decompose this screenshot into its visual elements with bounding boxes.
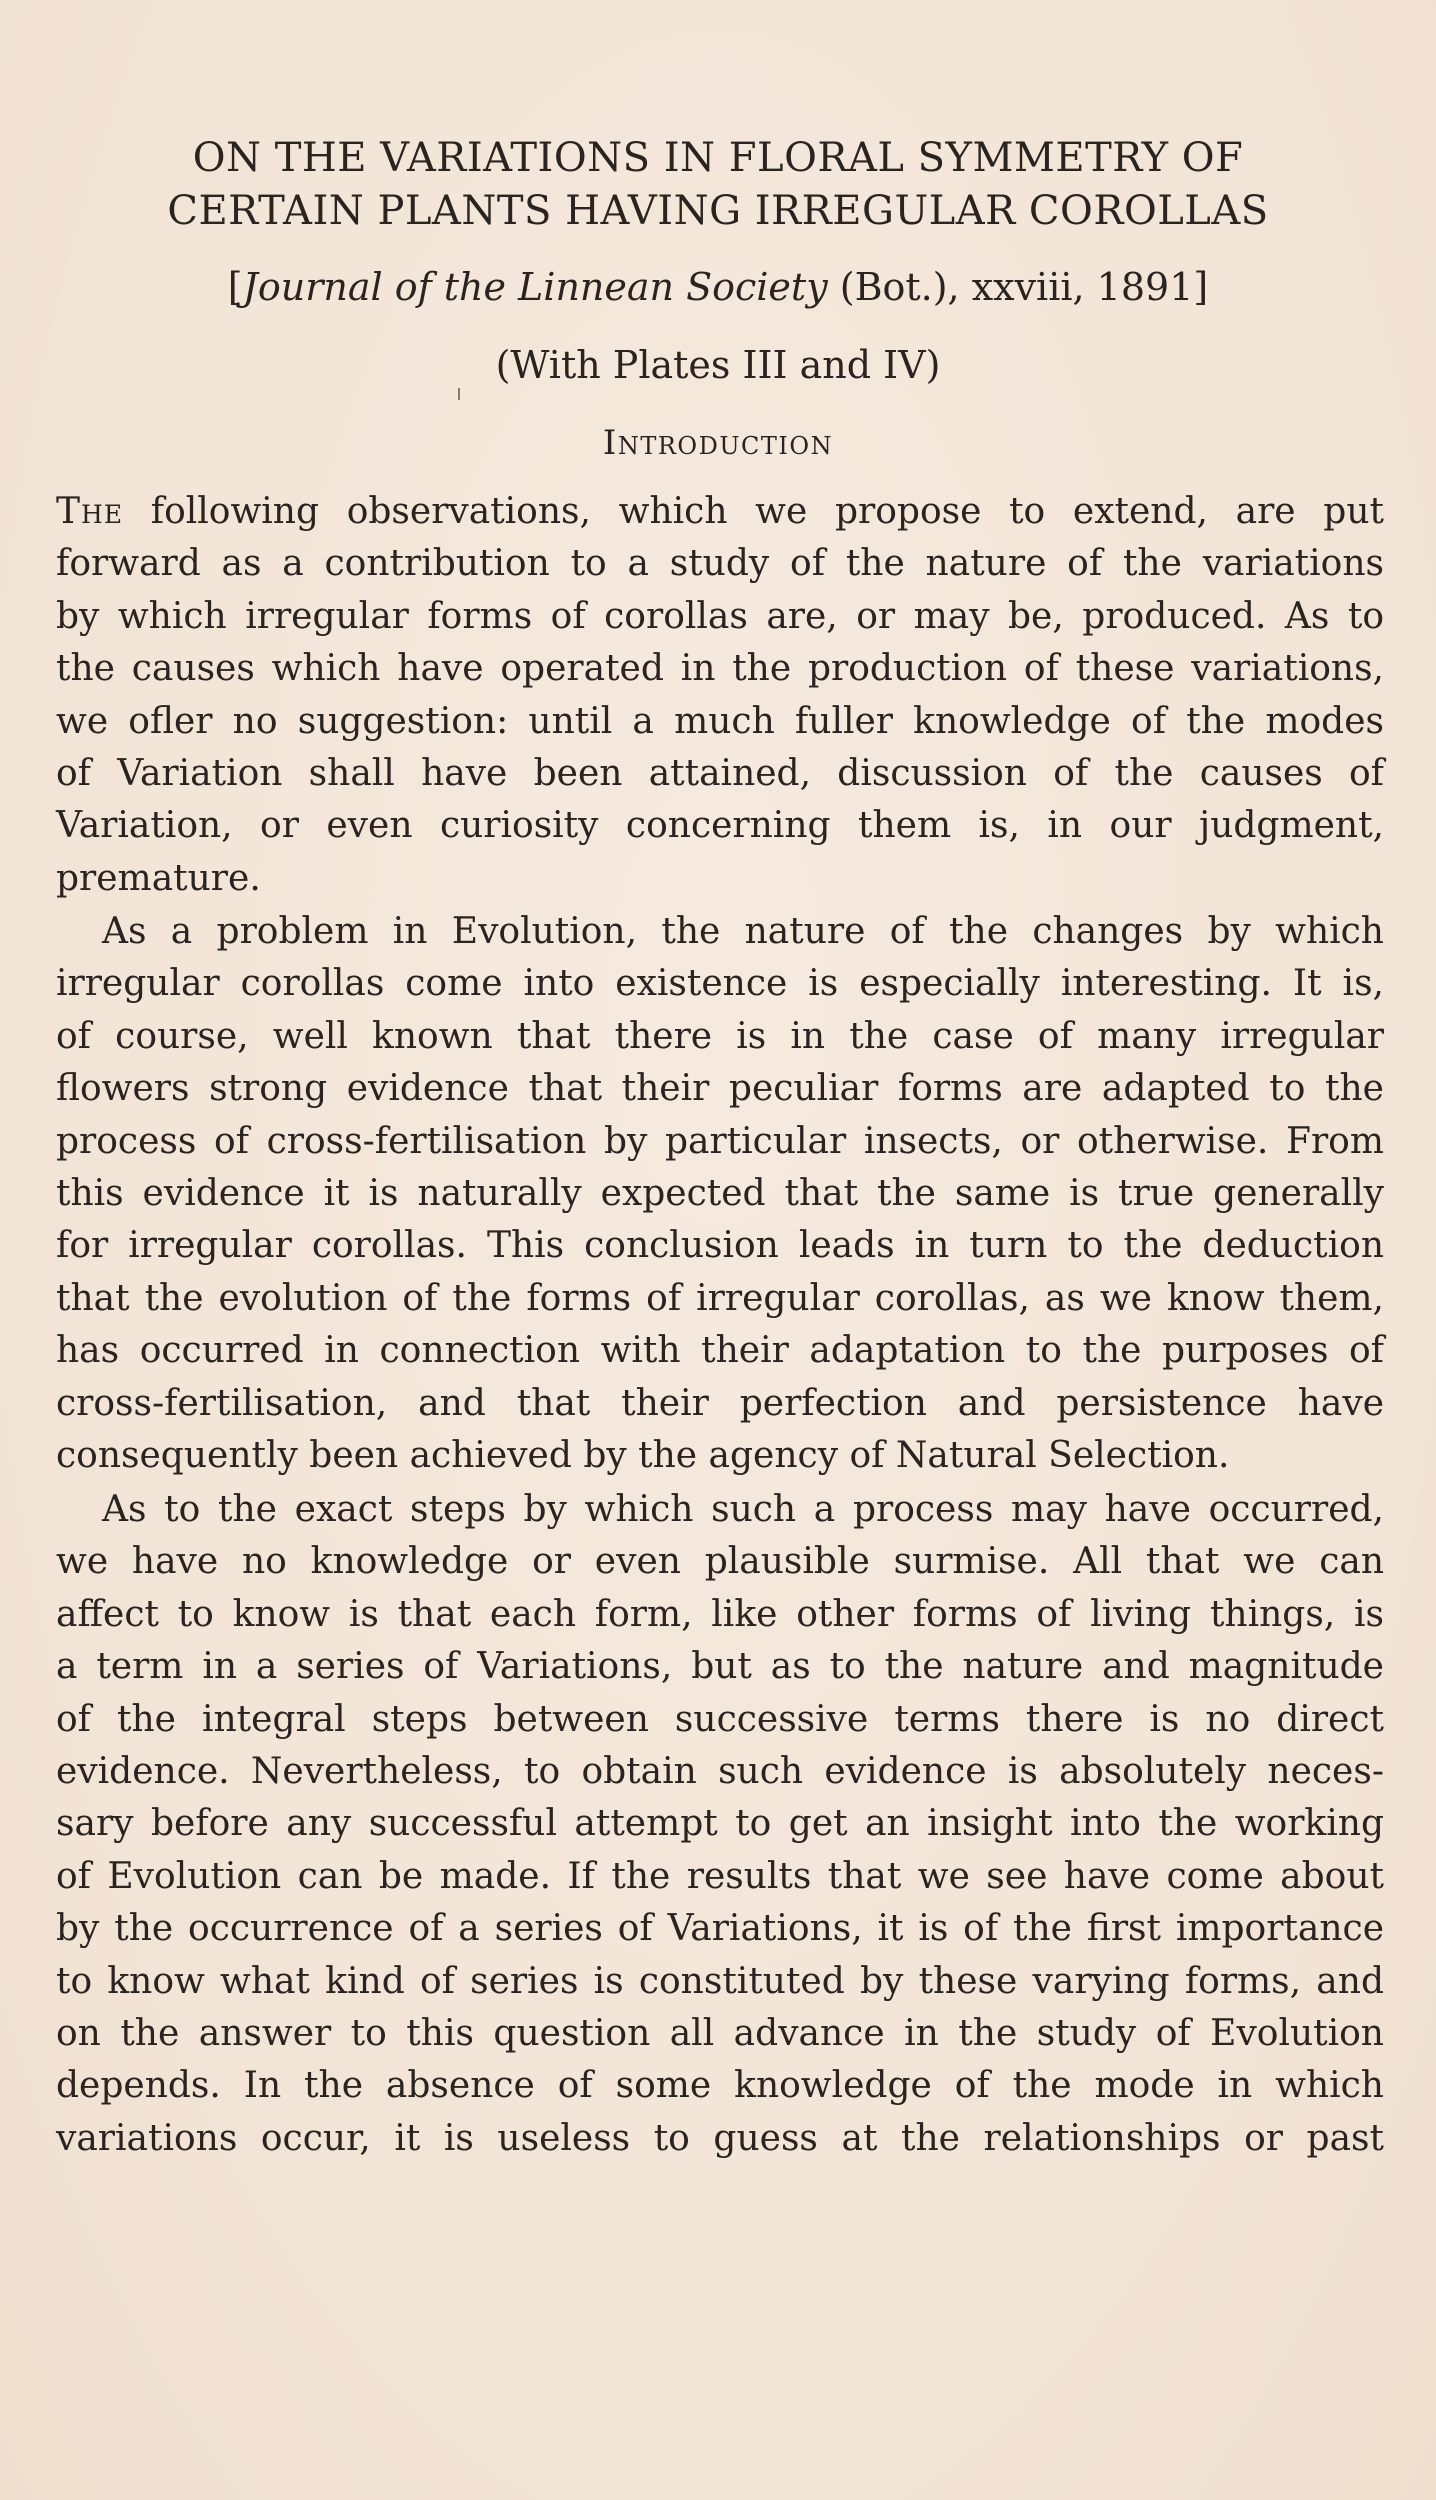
paragraph-line: sary before any successful attempt to get an insight into the working bbox=[56, 1803, 1384, 1845]
title-line-2: CERTAIN PLANTS HAVING IRREGULAR COROLLAS bbox=[167, 188, 1269, 234]
paragraph-line: we have no knowledge or even plausible surmise. All that we can bbox=[56, 1541, 1384, 1583]
paragraph-line: forward as a contribution to a study of the nature of the variations bbox=[56, 543, 1384, 585]
paragraph-line: The following observations, which we propose to extend, are put bbox=[56, 491, 1384, 532]
citation-journal: Journal of the Linnean Society bbox=[242, 265, 828, 309]
paragraph-line: of course, well known that there is in the case of many irregular bbox=[56, 1015, 1384, 1057]
paragraph-line: of Variation shall have been attained, discussion of the causes of bbox=[56, 752, 1384, 794]
title-line-1: ON THE VARIATIONS IN FLORAL SYMMETRY OF bbox=[192, 135, 1244, 181]
citation-details: (Bot.), xxviii, 1891] bbox=[827, 265, 1209, 309]
paragraph-line: by which irregular forms of corollas are, or may be, produced. As to bbox=[56, 595, 1384, 637]
paragraph-line: this evidence it is naturally expected that the same is true generally bbox=[56, 1172, 1384, 1214]
paragraph-1 bbox=[56, 486, 1384, 905]
paragraph-2 bbox=[56, 906, 1384, 1482]
paragraph-line: irregular corollas come into existence is especially interesting. It is, bbox=[56, 963, 1384, 1005]
plates-note: (With Plates III and IV) bbox=[495, 343, 941, 387]
paragraph-line: by the occurrence of a series of Variations, it is of the first importance bbox=[56, 1908, 1384, 1950]
paragraph-line: of Evolution can be made. If the results that we see have come about bbox=[56, 1855, 1384, 1897]
paragraph-line: Variation, or even curiosity concerning them is, in our judgment, bbox=[56, 805, 1384, 847]
paragraph-line: has occurred in connection with their adaptation to the purposes of bbox=[56, 1330, 1384, 1372]
paragraph-lead-word: The bbox=[56, 491, 124, 532]
paragraph-line: affect to know is that each form, like other forms of living things, is bbox=[56, 1593, 1384, 1635]
paragraph-line: a term in a series of Variations, but as to the nature and magnitude bbox=[56, 1646, 1384, 1688]
citation bbox=[100, 262, 1336, 312]
paragraph-line: cross-fertilisation, and that their perfection and persistence have bbox=[56, 1382, 1384, 1424]
paragraph-3 bbox=[56, 1484, 1384, 2165]
paragraph-line: flowers strong evidence that their peculiar forms are adapted to the bbox=[56, 1068, 1384, 1110]
paragraph-line: process of cross-fertilisation by particular insects, or otherwise. From bbox=[56, 1120, 1384, 1162]
citation-open-bracket: [ bbox=[227, 265, 243, 309]
paragraph-line: evidence. Nevertheless, to obtain such evidence is absolutely neces- bbox=[56, 1750, 1384, 1792]
paragraph-line: As a problem in Evolution, the nature of the changes by which bbox=[102, 911, 1384, 952]
paragraph-line: consequently been achieved by the agency of Natural Selection. bbox=[56, 1434, 1230, 1476]
paragraph-line: of the integral steps between successive terms there is no direct bbox=[56, 1698, 1384, 1740]
section-heading: Introduction bbox=[602, 423, 834, 463]
paragraph-line: on the answer to this question all advance in the study of Evolution bbox=[56, 2012, 1384, 2054]
paragraph-line: we ofler no suggestion: until a much fuller knowledge of the modes bbox=[56, 700, 1384, 742]
paragraph-line: to know what kind of series is constituted by these varying forms, and bbox=[56, 1960, 1384, 2002]
paragraph-line: the causes which have operated in the production of these variations, bbox=[56, 648, 1384, 690]
paragraph-line: for irregular corollas. This conclusion leads in turn to the deduction bbox=[56, 1225, 1384, 1267]
paragraph-line: that the evolution of the forms of irregular corollas, as we know them, bbox=[56, 1277, 1384, 1319]
paragraph-line: premature. bbox=[56, 857, 261, 899]
paragraph-line: variations occur, it is useless to guess at the relationships or past bbox=[56, 2117, 1384, 2159]
paragraph-line: depends. In the absence of some knowledge of the mode in which bbox=[56, 2065, 1384, 2107]
paragraph-line: As to the exact steps by which such a process may have occurred, bbox=[102, 1489, 1384, 1530]
